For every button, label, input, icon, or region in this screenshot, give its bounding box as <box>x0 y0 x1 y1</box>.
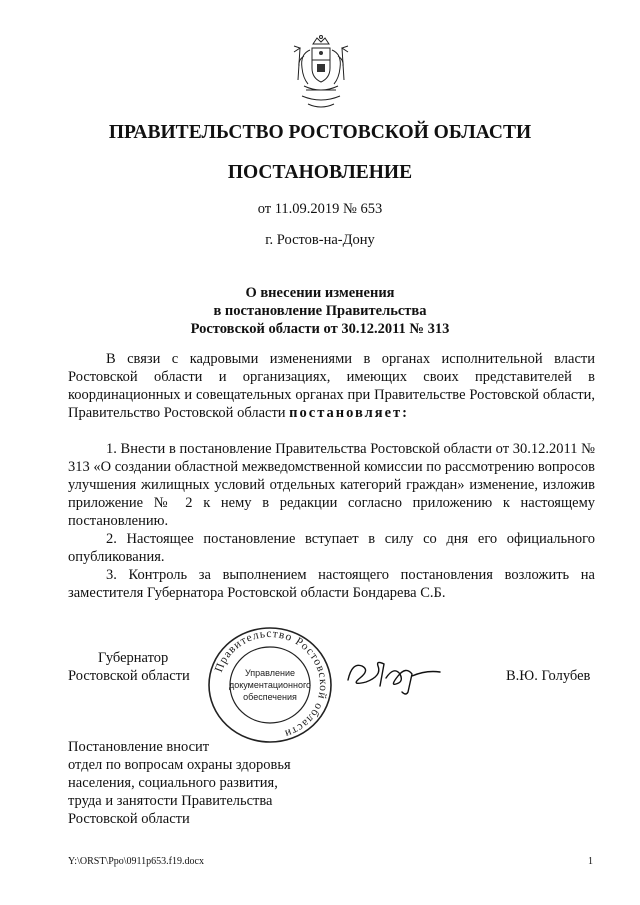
date-number: от 11.09.2019 № 653 <box>257 201 383 217</box>
official-stamp <box>206 626 334 744</box>
submitter-line-1: Постановление вносит <box>68 739 210 755</box>
title-line-3: Ростовской области от 30.12.2011 № 313 <box>190 321 450 337</box>
item-3-paragraph: 3. Контроль за выполнением настоящего постановления возложить на заместителя Губернатора Ростовской области Бондарева С.Б. <box>68 567 595 601</box>
stamp-center-line-1: Управление <box>244 668 296 678</box>
handwritten-signature <box>342 652 446 698</box>
signatory-name: В.Ю. Голубев <box>506 668 591 684</box>
submitter-line-3: населения, социального развития, <box>68 775 278 791</box>
coat-of-arms-emblem <box>290 34 352 114</box>
preamble-paragraph <box>68 350 595 422</box>
title-line-1: О внесении изменения <box>245 285 395 301</box>
document-type: ПОСТАНОВЛЕНИЕ <box>227 162 413 183</box>
signatory-position-line-1: Губернатор <box>98 650 169 666</box>
title-line-2: в постановление Правительства <box>213 303 427 319</box>
stamp-ring-text: Правительство Ростовской области <box>213 627 330 740</box>
footer-page-number: 1 <box>588 856 593 867</box>
footer-file-path: Y:\ORST\Ppo\0911p653.f19.docx <box>68 856 204 867</box>
submitter-line-2: отдел по вопросам охраны здоровья <box>68 757 291 773</box>
submitter-line-5: Ростовской области <box>68 811 190 827</box>
submitter-block <box>68 738 291 828</box>
preamble-emphasis: постановляет: <box>289 405 410 421</box>
city: г. Ростов-на-Дону <box>265 232 375 248</box>
signatory-position-line-2: Ростовской области <box>68 668 190 684</box>
item-2-paragraph: 2. Настоящее постановление вступает в силу со дня его официального опубликования. <box>68 531 595 565</box>
preamble-text: В связи с кадровыми изменениями в органах исполнительной власти Ростовской области и организациях, имеющих своих представителей в координационных и совещательных органах при Правительстве Ростовской области, Правительство Ростовской области <box>68 351 595 421</box>
stamp-center-line-3: обеспечения <box>243 692 297 702</box>
organization-name: ПРАВИТЕЛЬСТВО РОСТОВСКОЙ ОБЛАСТИ <box>108 122 532 143</box>
document-title <box>0 284 640 338</box>
stamp-center-line-2: документационного <box>228 680 312 690</box>
submitter-line-4: труда и занятости Правительства <box>68 793 273 809</box>
item-1-paragraph: 1. Внести в постановление Правительства Ростовской области от 30.12.2011 № 313 «О создании областной межведомственной комиссии по рассмотрению вопросов улучшения жилищных условий отдельных категорий граждан» изменение, изложив приложение № 2 к нему в редакции согласно приложению к настоящему постановлению. <box>68 441 595 529</box>
